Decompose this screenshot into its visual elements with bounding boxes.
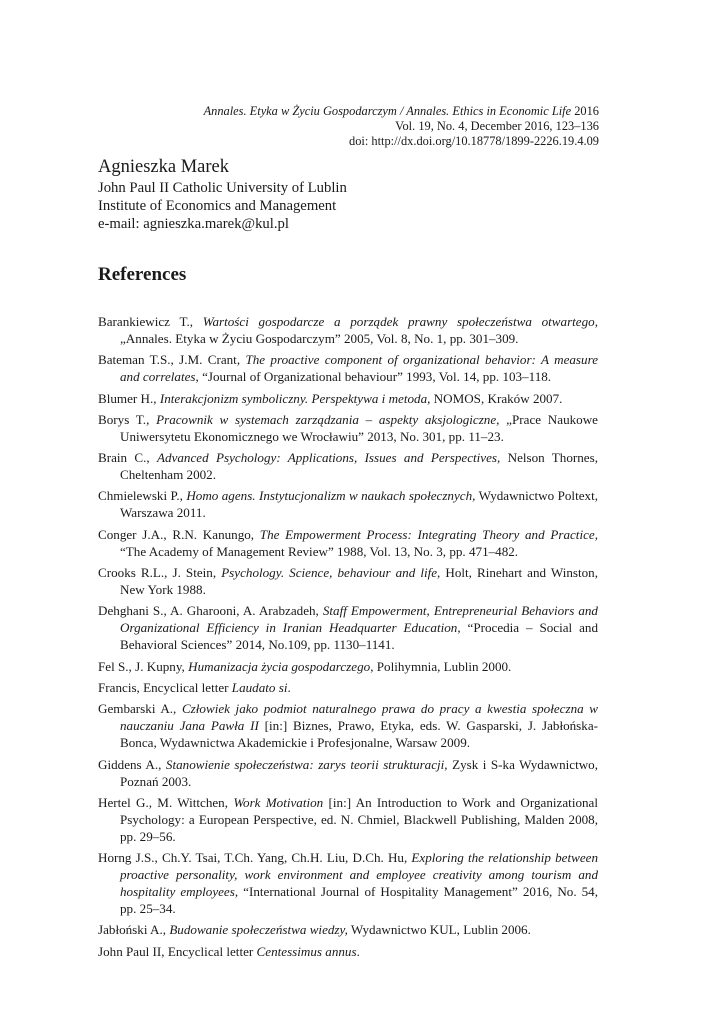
reference-title: Homo agens. Instytucjonalizm w naukach społecznych, [186, 488, 476, 504]
reference-authors: Chmielewski P., [98, 488, 183, 504]
author-email: e-mail: agnieszka.marek@kul.pl [98, 216, 289, 232]
reference-title: Advanced Psychology: Applications, Issues and Perspectives [157, 450, 498, 466]
reference-title: Work Motivation [233, 794, 324, 810]
reference-details: , „Prace Naukowe Uniwersytetu Ekonomicznego we Wrocławiu” 2013, No. 301, pp. 11–23. [120, 411, 598, 444]
reference-title: Pracownik w systemach zarządzania – aspekty aksjologiczne [156, 411, 497, 427]
author-affiliation-university: John Paul II Catholic University of Lublin [98, 180, 347, 196]
reference-entry [98, 679, 598, 696]
reference-entry [98, 943, 598, 960]
reference-title: Budowanie społeczeństwa wiedzy, [169, 922, 348, 938]
reference-details: , Nelson Thornes, Cheltenham 2002. [120, 450, 598, 483]
reference-title: Exploring the relationship between proactive personality, work environment and employee creativity among tourism and hospitality employees [120, 850, 599, 900]
reference-authors: Gembarski A., [98, 701, 177, 717]
volume-line: Vol. 19, No. 4, December 2016, 123–136 [395, 119, 599, 133]
reference-authors: Fel S., J. Kupny, [98, 658, 185, 674]
reference-details: , Polihymnia, Lublin 2000. [370, 658, 512, 674]
reference-title: The Empowerment Process: Integrating Theory and Practice [259, 526, 595, 542]
reference-details: , “Journal of Organizational behaviour” 1993, Vol. 14, pp. 103–118. [195, 369, 552, 385]
journal-line [204, 104, 599, 119]
reference-title: Psychology. Science, behaviour and life [221, 565, 438, 581]
reference-authors: Francis, Encyclical letter [98, 679, 229, 695]
reference-title: Stanowienie społeczeństwa: zarys teorii strukturacji, [165, 756, 448, 772]
author-name: Agnieszka Marek [98, 157, 229, 177]
reference-details: [in:] An Introduction to Work and Organizational Psychology: a European Perspective, ed. N. Chmiel, Blackwell Publishing, Malden 2008, pp. 29–56. [120, 794, 598, 844]
reference-details: Wydawnictwo KUL, Lublin 2006. [347, 922, 531, 938]
reference-authors: Dehghani S., A. Gharooni, A. Arabzadeh, [98, 603, 319, 619]
reference-entry [98, 390, 598, 407]
reference-authors: Bateman T.S., J.M. Crant, [98, 352, 241, 368]
reference-authors: Barankiewicz T., [98, 314, 194, 329]
reference-authors: Hertel G., M. Wittchen, [98, 794, 229, 810]
author-block [98, 156, 347, 233]
reference-entry [98, 564, 598, 598]
reference-details: . [287, 679, 291, 695]
reference-details: , „Annales. Etyka w Życiu Gospodarczym” 2005, Vol. 8, No. 1, pp. 301–309. [120, 314, 598, 346]
reference-authors: Borys T., [98, 411, 150, 427]
reference-entry [98, 794, 598, 845]
journal-year: 2016 [574, 104, 599, 118]
reference-entry [98, 487, 598, 521]
reference-details: Zysk i S-ka Wydawnictwo, Poznań 2003. [120, 756, 598, 789]
journal-title: Annales. Etyka w Życiu Gospodarczym / Annales. Ethics in Economic Life [203, 104, 572, 118]
reference-details: Wydawnictwo Poltext, Warszawa 2011. [120, 488, 598, 521]
reference-authors: Jabłoński A., [98, 922, 167, 938]
reference-entry [98, 756, 598, 790]
reference-details: , Holt, Rinehart and Winston, New York 1988. [120, 565, 598, 598]
reference-title: Centessimus annus [256, 943, 357, 959]
reference-details: , “Procedia – Social and Behavioral Sciences” 2014, No.109, pp. 1130–1141. [120, 620, 599, 653]
reference-entry [98, 921, 598, 938]
reference-title: Staff Empowerment, Entrepreneurial Behaviors and Organizational Efficiency in Iranian Headquarter Education [120, 603, 598, 636]
reference-entry [98, 658, 598, 675]
reference-title: Interakcjonizm symboliczny. Perspektywa i metoda, [159, 390, 431, 406]
references-list [98, 313, 598, 964]
reference-entry [98, 351, 598, 385]
reference-title: Humanizacja życia gospodarczego [188, 658, 371, 674]
reference-title: Człowiek jako podmiot naturalnego prawa do pracy a kwestia społeczna w nauczaniu Jana Pawła II [120, 701, 598, 734]
reference-entry [98, 602, 598, 653]
reference-authors: Conger J.A., R.N. Kanungo, [98, 526, 255, 542]
reference-title: Laudato si [231, 679, 288, 695]
reference-authors: Crooks R.L., J. Stein, [98, 565, 217, 581]
reference-entry [98, 526, 598, 560]
author-affiliation-institute: Institute of Economics and Management [98, 198, 337, 214]
reference-entry [98, 449, 598, 483]
reference-authors: Brain C., [98, 450, 150, 466]
reference-details: , “International Journal of Hospitality Management” 2016, No. 54, pp. 25–34. [120, 884, 598, 917]
reference-details: . [356, 943, 360, 959]
reference-authors: Horng J.S., Ch.Y. Tsai, T.Ch. Yang, Ch.H. Liu, D.Ch. Hu, [98, 850, 408, 866]
reference-entry [98, 849, 598, 917]
doi-line: doi: http://dx.doi.org/10.18778/1899-2226.19.4.09 [349, 134, 599, 148]
reference-authors: Giddens A., [98, 756, 162, 772]
reference-entry [98, 313, 598, 347]
reference-authors: Blumer H., [98, 390, 157, 406]
reference-details: NOMOS, Kraków 2007. [430, 390, 563, 406]
journal-header [204, 104, 599, 149]
reference-entry [98, 700, 598, 751]
reference-title: The proactive component of organizational behavior: A measure and correlates [120, 352, 599, 385]
references-heading: References [98, 264, 187, 285]
reference-title: Wartości gospodarcze a porządek prawny społeczeństwa otwartego [202, 314, 595, 329]
reference-details: [in:] Biznes, Prawo, Etyka, eds. W. Gasparski, J. Jabłońska-Bonca, Wydawnictwa Akademickie i Profesjonalne, Warsaw 2009. [120, 718, 598, 751]
reference-authors: John Paul II, Encyclical letter [98, 943, 254, 959]
reference-entry [98, 411, 598, 445]
reference-details: , “The Academy of Management Review” 1988, Vol. 13, No. 3, pp. 471–482. [120, 526, 598, 559]
